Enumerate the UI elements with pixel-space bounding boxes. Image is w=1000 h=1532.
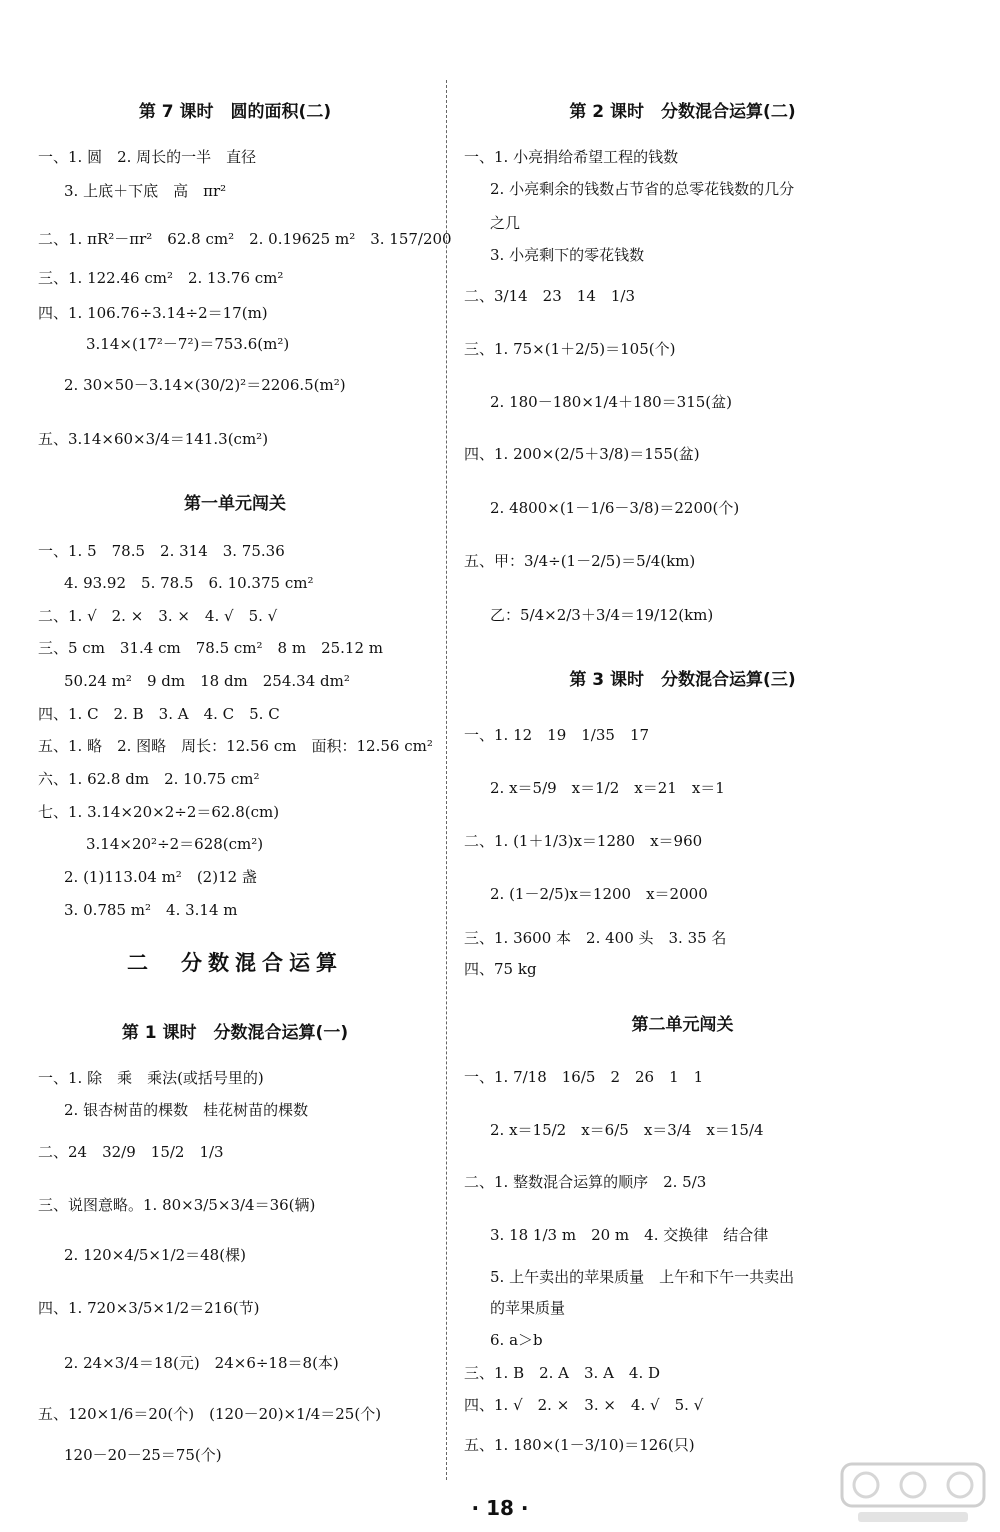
answer-line: 一、1. 12 19 1/35 17 <box>464 726 650 744</box>
answer-line: 五、120×1/6＝20(个) (120－20)×1/4＝25(个) <box>38 1405 382 1423</box>
unit2-heading: 二 分数混合运算 <box>127 950 343 975</box>
answer-line: 一、1. 圆 2. 周长的一半 直径 <box>38 148 257 166</box>
page-number: · 18 · <box>471 1496 529 1520</box>
answer-line: 5. 上午卖出的苹果质量 上午和下午一共卖出 <box>490 1268 795 1286</box>
answer-line: 50.24 m² 9 dm 18 dm 254.34 dm² <box>64 672 350 690</box>
answer-line: 3. 小亮剩下的零花钱数 <box>490 246 645 264</box>
answer-line: 六、1. 62.8 dm 2. 10.75 cm² <box>38 770 260 788</box>
answer-line: 2. x＝5/9 x＝1/2 x＝21 x＝1 <box>490 779 725 797</box>
answer-line: 五、甲：3/4÷(1－2/5)＝5/4(km) <box>464 552 696 570</box>
answer-line: 五、3.14×60×3/4＝141.3(cm²) <box>38 430 269 448</box>
lesson7-title: 第 7 课时 圆的面积(二) <box>138 102 332 122</box>
answer-line: 一、1. 除 乘 乘法(或括号里的) <box>38 1069 264 1087</box>
answer-line: 二、1. πR²－πr² 62.8 cm² 2. 0.19625 m² 3. 157/200 <box>38 230 452 248</box>
answer-line: 2. x＝15/2 x＝6/5 x＝3/4 x＝15/4 <box>490 1121 764 1139</box>
answer-line: 二、1. √ 2. × 3. × 4. √ 5. √ <box>38 607 278 625</box>
answer-line: 6. a＞b <box>490 1331 543 1349</box>
answer-line: 一、1. 7/18 16/5 2 26 1 1 <box>464 1068 704 1086</box>
answer-line: 四、75 kg <box>464 960 537 978</box>
answer-line: 三、1. 3600 本 2. 400 头 3. 35 名 <box>464 929 727 947</box>
answer-line: 五、1. 180×(1－3/10)＝126(只) <box>464 1436 695 1454</box>
answer-line: 3. 0.785 m² 4. 3.14 m <box>64 901 238 919</box>
lesson1-title: 第 1 课时 分数混合运算(一) <box>121 1023 349 1043</box>
answer-line: 3.14×(17²－7²)＝753.6(m²) <box>86 335 290 353</box>
answer-line: 的苹果质量 <box>490 1299 566 1317</box>
answer-line: 一、1. 5 78.5 2. 314 3. 75.36 <box>38 542 285 560</box>
answer-line: 2. 小亮剩余的钱数占节省的总零花钱数的几分 <box>490 180 795 198</box>
answer-line: 120－20－25＝75(个) <box>64 1446 222 1464</box>
unit1-review-title: 第一单元闯关 <box>184 494 286 514</box>
answer-line: 2. 银杏树苗的棵数 桂花树苗的棵数 <box>64 1101 309 1119</box>
answer-line: 2. 120×4/5×1/2＝48(棵) <box>64 1246 246 1264</box>
lesson2-title: 第 2 课时 分数混合运算(二) <box>569 102 796 122</box>
lesson3-title: 第 3 课时 分数混合运算(三) <box>569 670 796 690</box>
answer-line: 乙：5/4×2/3＋3/4＝19/12(km) <box>490 606 714 624</box>
unit2-review-title: 第二单元闯关 <box>631 1015 734 1035</box>
column-divider <box>446 80 447 1480</box>
answer-line: 二、24 32/9 15/2 1/3 <box>38 1143 224 1161</box>
answer-line: 五、1. 略 2. 图略 周长：12.56 cm 面积：12.56 cm² <box>38 737 433 755</box>
answer-line: 3. 上底＋下底 高 πr² <box>64 182 227 200</box>
answer-line: 3.14×20²÷2＝628(cm²) <box>86 835 264 853</box>
answer-line: 四、1. C 2. B 3. A 4. C 5. C <box>38 705 280 723</box>
answer-line: 2. 4800×(1－1/6－3/8)＝2200(个) <box>490 499 740 517</box>
answer-line: 2. 24×3/4＝18(元) 24×6÷18＝8(本) <box>64 1354 339 1372</box>
answer-line: 四、1. 106.76÷3.14÷2＝17(m) <box>38 304 268 322</box>
answer-line: 三、说图意略。1. 80×3/5×3/4＝36(辆) <box>38 1196 316 1214</box>
answer-line: 四、1. 720×3/5×1/2＝216(节) <box>38 1299 260 1317</box>
answer-line: 四、1. 200×(2/5＋3/8)＝155(盆) <box>464 445 700 463</box>
answer-line: 2. 30×50－3.14×(30/2)²＝2206.5(m²) <box>64 376 346 394</box>
answer-line: 一、1. 小亮捐给希望工程的钱数 <box>464 148 679 166</box>
answer-line: 之几 <box>490 214 521 232</box>
answer-line: 3. 18 1/3 m 20 m 4. 交换律 结合律 <box>490 1226 769 1244</box>
answer-line: 2. (1)113.04 m² (2)12 盏 <box>64 868 257 886</box>
watermark-logo <box>838 1460 988 1528</box>
answer-line: 二、3/14 23 14 1/3 <box>464 287 635 305</box>
answer-line: 二、1. (1＋1/3)x＝1280 x＝960 <box>464 832 703 850</box>
answer-line: 三、1. 75×(1＋2/5)＝105(个) <box>464 340 676 358</box>
answer-line: 2. 180－180×1/4＋180＝315(盆) <box>490 393 733 411</box>
answer-line: 三、1. 122.46 cm² 2. 13.76 cm² <box>38 269 284 287</box>
answer-line: 2. (1－2/5)x＝1200 x＝2000 <box>490 885 708 903</box>
answer-line: 4. 93.92 5. 78.5 6. 10.375 cm² <box>64 574 314 592</box>
answer-line: 三、1. B 2. A 3. A 4. D <box>464 1364 661 1382</box>
answer-line: 二、1. 整数混合运算的顺序 2. 5/3 <box>464 1173 707 1191</box>
answer-line: 三、5 cm 31.4 cm 78.5 cm² 8 m 25.12 m <box>38 639 384 657</box>
answer-line: 七、1. 3.14×20×2÷2＝62.8(cm) <box>38 803 280 821</box>
answer-line: 四、1. √ 2. × 3. × 4. √ 5. √ <box>464 1396 704 1414</box>
